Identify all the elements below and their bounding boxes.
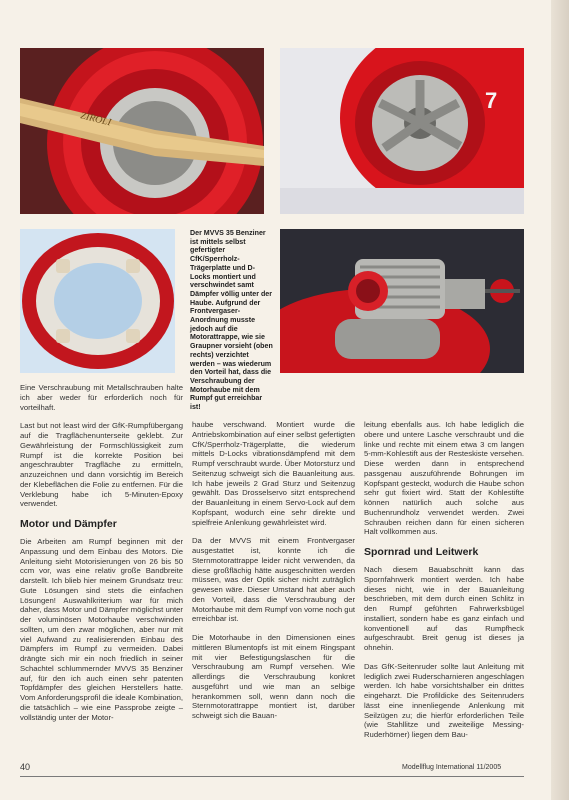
magazine-issue: Modellflug International 11/2005 [402, 764, 502, 771]
photo-caption: Der MVVS 35 Benziner ist mittels selbst gefertigter CfK/Sperrholz-Trägerplatte und D-Locks montiert und verschwindet samt Dämpfer völlig unter der Haube. Aufgrund der Frontvergaser-Anordnung musste jedoch auf die Motorattrappe, wie sie Graupner vorsieht (oben rechts) verzichtet werden – was wiederum den Vorteil hat, dass die Verschraubung der Motorhaube mit dem Rumpf gut erreichbar ist! [190, 229, 273, 412]
paragraph: Das GfK-Seitenruder sollte laut Anleitung mit lediglich zwei Ruderscharnieren angeschlagen werden. Ich habe vorsichtshalber ein drittes eingeharzt. Die Profildicke des Seitenruders lässt eine innenliegende Anlenkung mit Seilzügen zu; die hierfür erforderlichen Teile (wie Stahllitze und zweiteilige Messing-Ruderhörner) liegen dem Bau- [364, 661, 524, 739]
paragraph: Last but not least wird der GfK-Rumpfübergang auf die Tragflächenunterseite geklebt. Zur Gewährleistung der Formschlüssigkeit zum Rumpf ist die korrekte Position bei angeschraubter Tragfläche zu ermitteln, anzuzeichnen und dann vorsichtig im Bereich der Klebeflächen die Folie zu entfernen. Für die Verklebung habe ich 5-Minuten-Epoxy verwendet. [20, 421, 183, 509]
paragraph: Eine Verschraubung mit Metallschrauben halte ich aber weder für erforderlich noch für vorteilhaft. [20, 383, 183, 412]
photo-propeller-cowl [20, 48, 264, 214]
paragraph: Die Motorhaube in den Dimensionen eines mittleren Blumentopfs ist mit einem Ringspant mit vier Befestigungslaschen für die Verschraubung am Rumpf versehen. Wie allerdings die Verschraubung konkret ausgeführt und wie man an selbige herankommen soll, wenn dann noch die Sternmotorattrappe montiert ist, darüber schweigt sich die Bauan- [192, 633, 355, 720]
photo-radial-engine [280, 48, 524, 214]
section-heading-motor: Motor und Dämpfer [20, 518, 117, 530]
paragraph: leitung ebenfalls aus. Ich habe lediglich die obere und untere Lasche verschraubt und die linke und rechte mit einem etwa 3 cm langen 5-mm-Kohlestift aus der Resteskiste versehen. Diese werden dann in entsprechend passgenau auszuführende Bohrungen im Kopfspant gesteckt, wodurch die Haube schon sehr gut fixiert wird. Statt der Kohlestifte können natürlich auch solche aus Buchenrundholz verwendet werden. Zwei Schrauben reichen dann für einen sicheren Halt vollkommen aus. [364, 420, 524, 537]
paragraph: Die Arbeiten am Rumpf beginnen mit der Anpassung und dem Einbau des Motors. Die Anleitung sieht Motorisierungen von 26 bis 50 ccm vor, was eine relativ große Bandbreite darstellt. Ich blieb hier meinem Grundsatz treu: Gute Lösungen sind stets die einfachen Lösungen! Auswahlkriterium war für mich daher, dass Motor und Dämpfer möglichst unter der voluminösen Motorhaube verschwinden sollten, um den zwar möglichen, aber nur mit viel Aufwand zu realisierenden Einbau des Dämpfers im Rumpf zu vermeiden. Dabei drängte sich mir ein noch friedlich in seiner Schachtel schlummernder MVVS 35 Benziner auf, für den ich auch einen sehr patenten Topfdämpfer des gleichen Herstellers hatte. Vom Anforderungsprofil die ideale Kombination, die tatsächlich – wie eine Passprobe zeigte – vollständig unter der Motor- [20, 537, 183, 722]
paragraph: Nach diesem Bauabschnitt kann das Spornfahrwerk montiert werden. Ich habe dieses nicht, wie in der Bauanleitung beschrieben, mit dem durch einen Schlitz in den Rumpf geführten Fahrwerksbügel installiert, sondern habe es ganz einfach und konventionell auf das Rumpfheck aufgeschraubt. Breit genug ist dieses ja ohnehin. [364, 565, 524, 652]
tail-number: 7 [485, 88, 498, 113]
footer-divider [20, 776, 524, 777]
photo-mvvs-engine [280, 229, 524, 373]
page-edge [551, 0, 569, 800]
section-heading-spornrad: Spornrad und Leitwerk [364, 546, 479, 558]
paragraph: haube verschwand. Montiert wurde die Antriebskombination auf einer selbst gefertigten CfK/Sperrholz-Trägerplatte, die wiederum mittels D-Locks vibrationsdämpfend mit dem Rumpf verschraubt wurde. Über Motorsturz und Seitenzug schweigt sich die Bauanleitung aus. Ich habe jeweils 2 Grad Sturz und Seitenzug gewählt. Das Drosselservo sitzt entsprechend der Bauanleitung in einem Servo-Lock auf dem Kopfspant, wodurch eine sehr direkte und spielfreie Anlenkung gewährleistet wird. [192, 420, 355, 527]
text-column-2 [192, 420, 355, 730]
paragraph: Da der MVVS mit einem Frontvergaser ausgestattet ist, konnte ich die Sternmotorattrappe leider nicht verwenden, da diese großflächig hätte ausgeschnitten werden müssen, was der Optik sicher nicht zuträglich gewesen wäre. Dieser Umstand hat aber auch den Vorteil, dass die Verschraubung der Motorhaube mit dem Rumpf von vorne noch gut erreichbar ist. [192, 536, 355, 624]
propeller-text: ZIROLI [79, 110, 113, 129]
text-column-3 [364, 420, 524, 749]
page-number: 40 [20, 762, 31, 772]
text-column-1 [20, 383, 183, 731]
photo-cowl-interior [20, 229, 175, 373]
